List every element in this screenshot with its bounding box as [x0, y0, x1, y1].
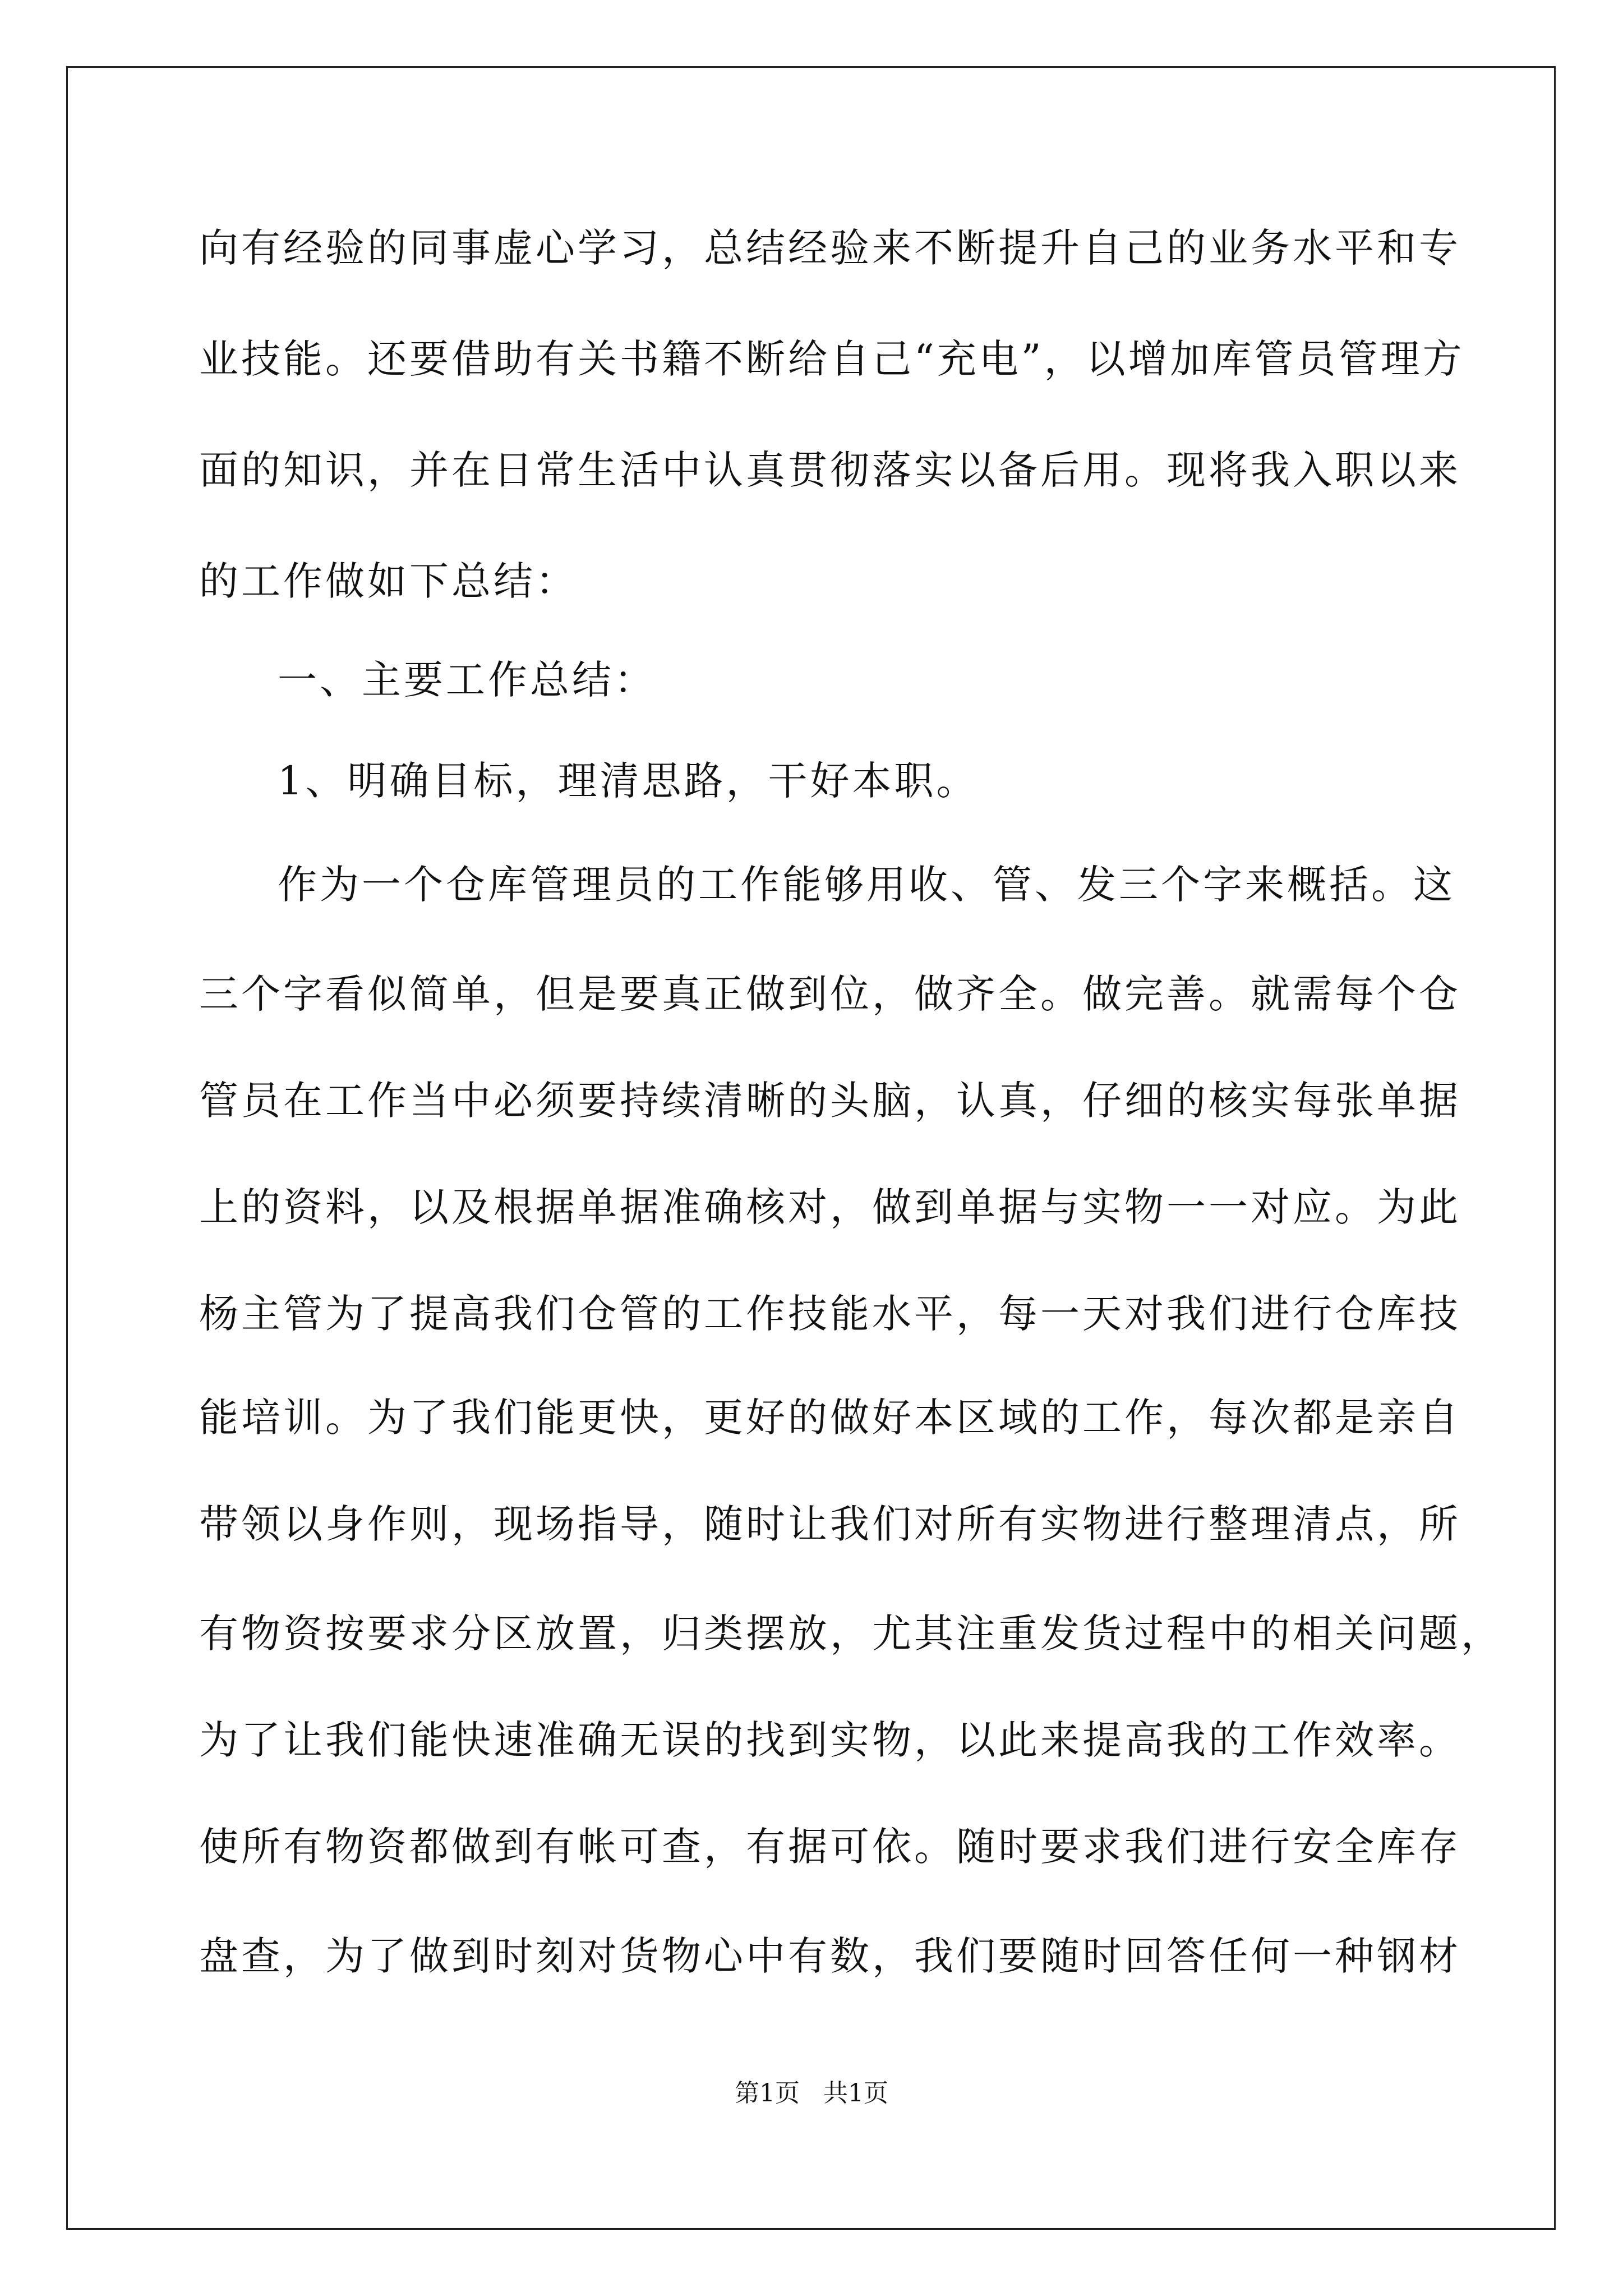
body-line: 有物资按要求分区放置，归类摆放，尤其注重发货过程中的相关问题，: [199, 1611, 1503, 1657]
section-heading: 一、主要工作总结：: [278, 657, 656, 703]
body-line: 为了让我们能快速准确无误的找到实物，以此来提高我的工作效率。: [199, 1717, 1461, 1763]
body-line: 业技能。还要借助有关书籍不断给自己“充电”，以增加库管员管理方: [199, 336, 1465, 382]
body-line: 使所有物资都做到有帐可查，有据可依。随时要求我们进行安全库存: [199, 1824, 1461, 1870]
body-line: 能培训。为了我们能更快，更好的做好本区域的工作，每次都是亲自: [199, 1395, 1461, 1441]
body-line: 上的资料，以及根据单据准确核对，做到单据与实物一一对应。为此: [199, 1184, 1461, 1230]
page-border: [66, 66, 1556, 2230]
body-line: 的工作做如下总结：: [199, 558, 578, 604]
body-line: 杨主管为了提高我们仓管的工作技能水平，每一天对我们进行仓库技: [199, 1291, 1461, 1337]
body-line: 作为一个仓库管理员的工作能够用收、管、发三个字来概括。这: [278, 862, 1455, 908]
subsection-heading: 1、明确目标，理清思路，干好本职。: [278, 758, 979, 804]
body-line: 向有经验的同事虚心学习，总结经验来不断提升自己的业务水平和专: [199, 225, 1461, 271]
body-line: 盘查，为了做到时刻对货物心中有数，我们要随时回答任何一种钢材: [199, 1933, 1461, 1979]
body-line: 管员在工作当中必须要持续清晰的头脑，认真，仔细的核实每张单据: [199, 1078, 1461, 1124]
body-line: 面的知识，并在日常生活中认真贯彻落实以备后用。现将我入职以来: [199, 447, 1461, 493]
body-line: 三个字看似简单，但是要真正做到位，做齐全。做完善。就需每个仓: [199, 971, 1461, 1017]
body-line: 带领以身作则，现场指导，随时让我们对所有实物进行整理清点，所: [199, 1501, 1461, 1547]
page-number-footer: 第1页 共1页: [735, 2079, 888, 2108]
